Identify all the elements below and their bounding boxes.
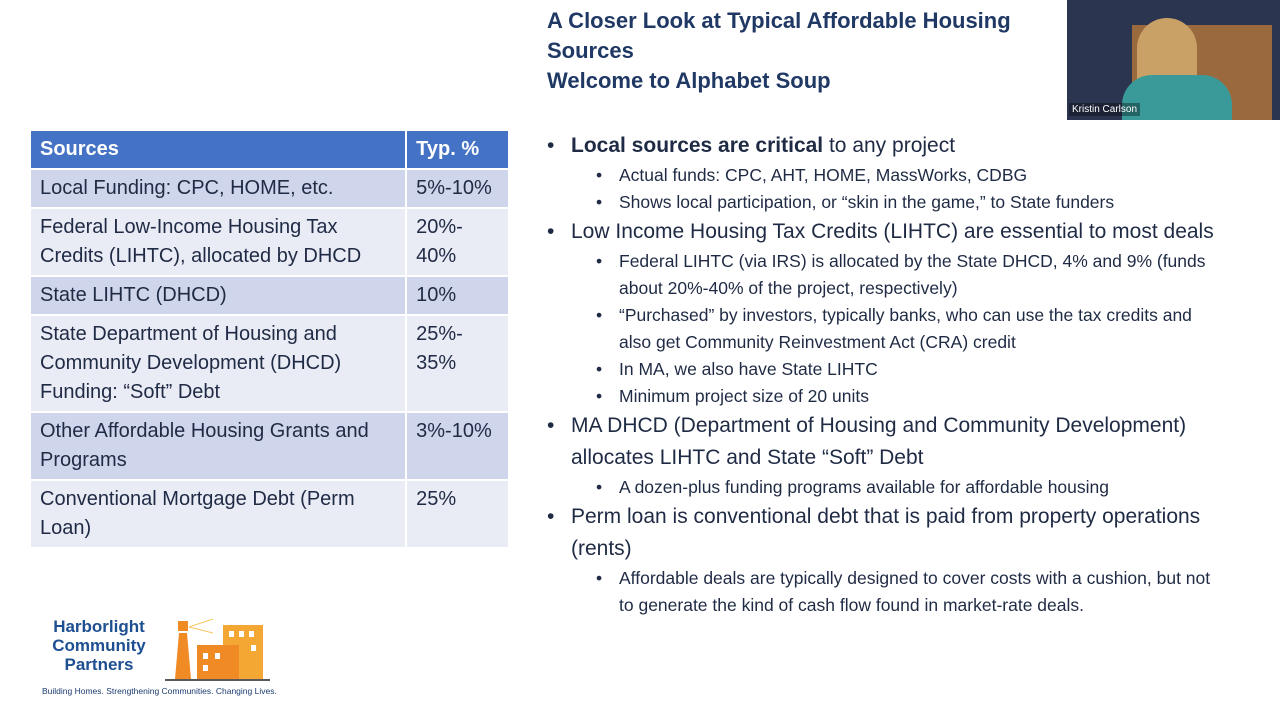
sub-bullet: • In MA, we also have State LIHTC <box>547 356 1227 383</box>
sub-bullet: • Federal LIHTC (via IRS) is allocated by the State DHCD, 4% and 9% (funds about 20%-40% of the project, respectively) <box>547 248 1227 302</box>
sub-bullet: • Affordable deals are typically designed to cover costs with a cushion, but not to generate the kind of cash flow found in market-rate deals. <box>547 565 1227 619</box>
source-cell: Local Funding: CPC, HOME, etc. <box>31 170 407 209</box>
table-header-row <box>31 131 508 170</box>
participant-name: Kristin Carlson <box>1069 103 1140 116</box>
bullet-dhcd: • MA DHCD (Department of Housing and Community Development) allocates LIHTC and State “Soft” Debt <box>547 410 1227 474</box>
sub-bullet: • Minimum project size of 20 units <box>547 383 1227 410</box>
bullet-bold-text: Local sources are critical <box>571 134 824 157</box>
table-row <box>31 209 508 277</box>
table-row <box>31 481 508 549</box>
header-sources: Sources <box>31 131 407 170</box>
bullet-local-sources <box>547 130 1227 162</box>
slide-title <box>547 6 1052 96</box>
pct-cell: 25% <box>407 481 508 549</box>
source-cell: Other Affordable Housing Grants and Programs <box>31 413 407 481</box>
table-row <box>31 170 508 209</box>
lighthouse-buildings-icon <box>165 615 270 681</box>
source-cell: Conventional Mortgage Debt (Perm Loan) <box>31 481 407 549</box>
bullet-list <box>547 130 1227 619</box>
sub-bullet: • A dozen-plus funding programs available for affordable housing <box>547 474 1227 501</box>
bullet-perm-loan: • Perm loan is conventional debt that is paid from property operations (rents) <box>547 501 1227 565</box>
harborlight-logo <box>40 615 277 700</box>
pct-cell: 20%- 40% <box>407 209 508 277</box>
pct-cell: 5%-10% <box>407 170 508 209</box>
sub-bullet: • “Purchased” by investors, typically banks, who can use the tax credits and also get Community Reinvestment Act (CRA) credit <box>547 302 1227 356</box>
logo-tagline: Building Homes. Strengthening Communities. Changing Lives. <box>42 686 277 696</box>
source-cell: State Department of Housing and Community Development (DHCD) Funding: “Soft” Debt <box>31 316 407 413</box>
sources-table <box>31 131 508 549</box>
header-typ-pct: Typ. % <box>407 131 508 170</box>
pct-cell: 25%- 35% <box>407 316 508 413</box>
logo-text: Harborlight <box>53 617 145 636</box>
table-row <box>31 316 508 413</box>
pct-cell: 10% <box>407 277 508 316</box>
logo-text: Partners <box>64 655 134 674</box>
title-line-1: A Closer Look at Typical Affordable Housing Sources <box>547 8 1011 63</box>
participant-video[interactable] <box>1067 0 1280 120</box>
bullet-text: to any project <box>823 134 956 157</box>
table-row <box>31 277 508 316</box>
source-cell: State LIHTC (DHCD) <box>31 277 407 316</box>
sub-bullet: • Shows local participation, or “skin in the game,” to State funders <box>547 189 1227 216</box>
pct-cell: 3%-10% <box>407 413 508 481</box>
table-row <box>31 413 508 481</box>
source-cell: Federal Low-Income Housing Tax Credits (LIHTC), allocated by DHCD <box>31 209 407 277</box>
sub-bullet: • Actual funds: CPC, AHT, HOME, MassWorks, CDBG <box>547 162 1227 189</box>
title-line-2: Welcome to Alphabet Soup <box>547 68 831 93</box>
logo-text: Community <box>52 636 146 655</box>
bullet-lihtc: • Low Income Housing Tax Credits (LIHTC) are essential to most deals <box>547 216 1227 248</box>
